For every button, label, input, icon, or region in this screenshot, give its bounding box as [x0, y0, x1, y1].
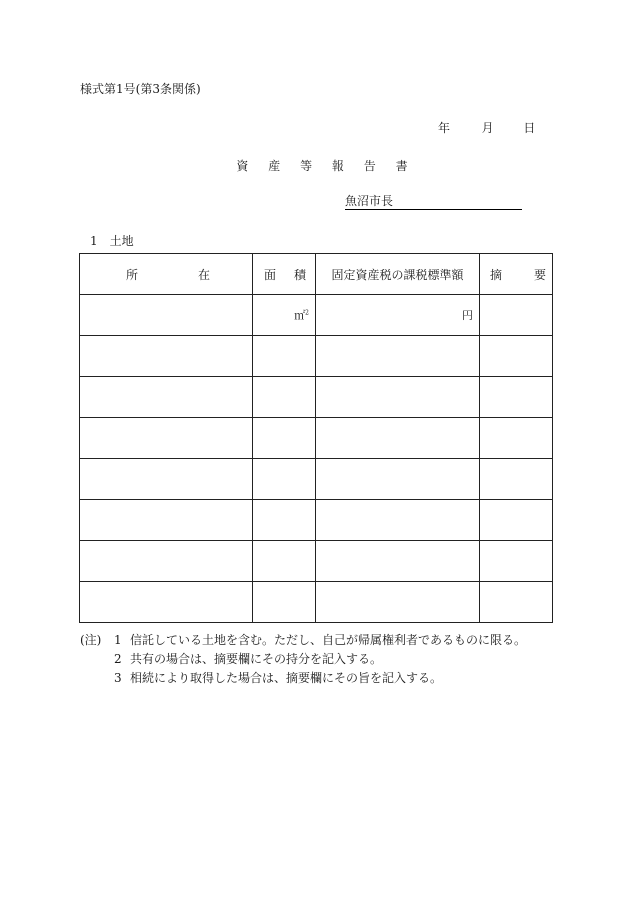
cell-memo[interactable] [480, 377, 553, 418]
cell-location[interactable] [80, 459, 253, 500]
table-row [80, 336, 553, 377]
yen-unit: 円 [462, 309, 473, 322]
cell-area[interactable] [253, 295, 316, 336]
cell-tax-value[interactable] [316, 418, 480, 459]
cell-tax-value[interactable] [316, 336, 480, 377]
title-char: 報 [331, 159, 344, 173]
title-char: 資 [236, 159, 249, 173]
cell-area[interactable] [253, 541, 316, 582]
cell-tax-value[interactable] [316, 500, 480, 541]
section-title: 1 土地 [90, 234, 134, 248]
note-text: 相続により取得した場合は、摘要欄にその旨を記入する。 [130, 671, 443, 685]
table-header-row [80, 254, 553, 295]
area-unit [294, 307, 309, 323]
cell-area[interactable] [253, 582, 316, 623]
cell-location[interactable] [80, 500, 253, 541]
notes-prefix: (注) [80, 633, 102, 647]
table-row [80, 459, 553, 500]
note-text: 信託している土地を含む。ただし、自己が帰属権利者であるものに限る。 [130, 633, 527, 647]
title-char: 産 [268, 159, 281, 173]
note-text: 共有の場合は、摘要欄にその持分を記入する。 [130, 652, 383, 666]
land-table [79, 253, 553, 623]
header-area-char: 積 [293, 267, 306, 282]
cell-tax-value[interactable] [316, 541, 480, 582]
cell-area[interactable] [253, 500, 316, 541]
header-memo-char: 要 [533, 267, 546, 282]
table-row [80, 295, 553, 336]
header-tax-value [316, 254, 480, 295]
document-title [0, 157, 630, 174]
header-tax-value-label: 固定資産税の課税標準額 [331, 267, 464, 282]
cell-memo[interactable] [480, 336, 553, 377]
table-row [80, 500, 553, 541]
area-unit-label: ㎡ [294, 309, 306, 322]
title-char: 等 [300, 159, 313, 173]
cell-memo[interactable] [480, 500, 553, 541]
table-row [80, 541, 553, 582]
header-memo [480, 254, 553, 295]
cell-memo[interactable] [480, 541, 553, 582]
cell-location[interactable] [80, 295, 253, 336]
table-row [80, 377, 553, 418]
cell-memo[interactable] [480, 459, 553, 500]
table-row [80, 582, 553, 623]
note-number: 3 [114, 671, 122, 685]
table-row [80, 418, 553, 459]
header-area-char: 面 [264, 267, 277, 282]
title-char: 書 [395, 159, 408, 173]
cell-location[interactable] [80, 582, 253, 623]
cell-area[interactable] [253, 377, 316, 418]
note-number: 2 [114, 652, 122, 666]
cell-memo[interactable] [480, 582, 553, 623]
note-number: 1 [114, 633, 122, 647]
cell-area[interactable] [253, 459, 316, 500]
cell-tax-value[interactable] [316, 377, 480, 418]
note-item [80, 631, 526, 650]
cell-tax-value[interactable] [316, 582, 480, 623]
recipient: 魚沼市長 [345, 192, 522, 210]
area-unit-sup: 2 [305, 309, 309, 317]
cell-area[interactable] [253, 336, 316, 377]
header-memo-char: 摘 [490, 267, 503, 282]
day-label: 日 [523, 121, 536, 135]
note-item [80, 669, 526, 688]
header-location-char: 所 [126, 267, 139, 282]
cell-area[interactable] [253, 418, 316, 459]
title-char: 告 [363, 159, 376, 173]
date-line [438, 119, 535, 136]
cell-tax-value[interactable] [316, 459, 480, 500]
header-area [253, 254, 316, 295]
cell-location[interactable] [80, 377, 253, 418]
form-number: 様式第1号(第3条関係) [80, 82, 201, 96]
cell-location[interactable] [80, 336, 253, 377]
cell-tax-value[interactable] [316, 295, 480, 336]
header-location [80, 254, 253, 295]
notes [80, 631, 526, 688]
cell-memo[interactable] [480, 295, 553, 336]
month-label: 月 [481, 121, 494, 135]
cell-location[interactable] [80, 541, 253, 582]
year-label: 年 [438, 121, 451, 135]
cell-memo[interactable] [480, 418, 553, 459]
cell-location[interactable] [80, 418, 253, 459]
header-location-char: 在 [197, 267, 210, 282]
note-item [80, 650, 526, 669]
